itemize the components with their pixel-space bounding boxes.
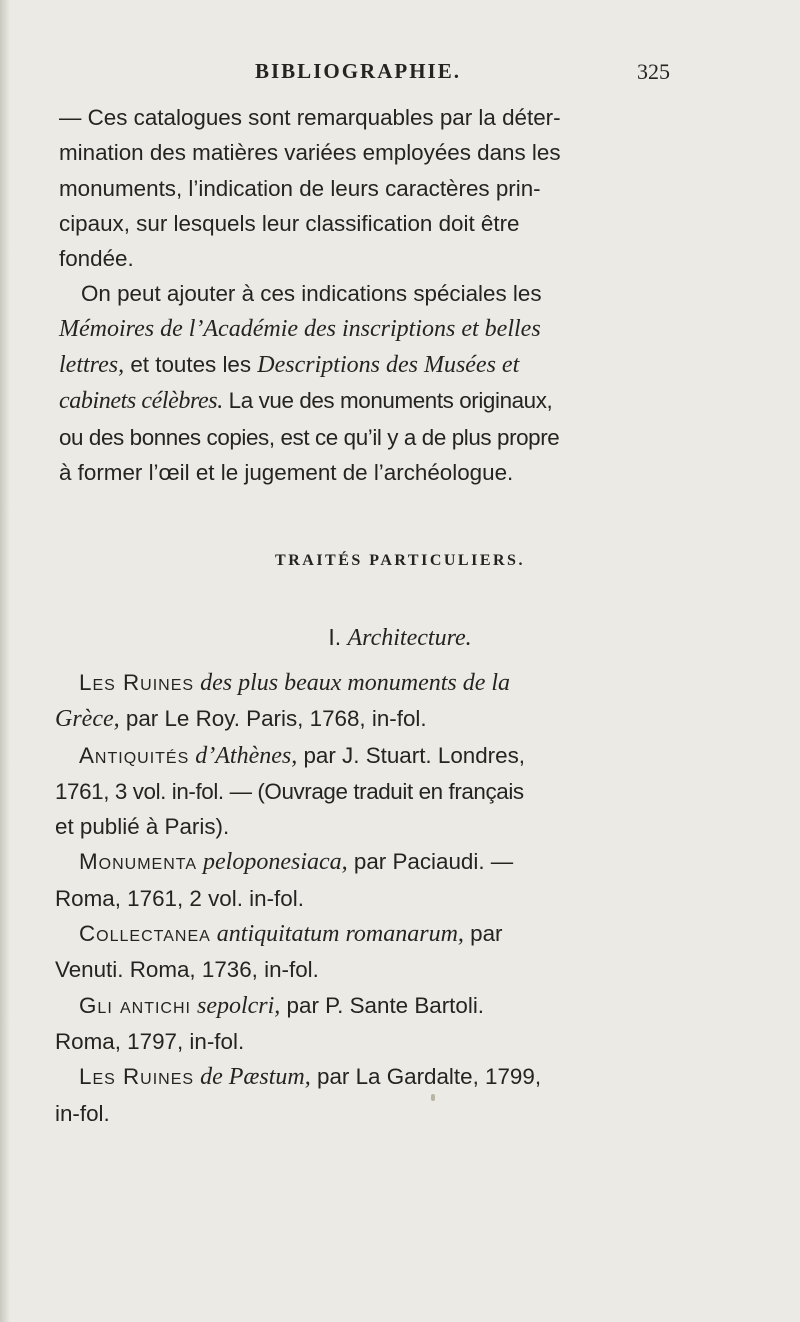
- italic-title: lettres,: [59, 352, 125, 379]
- bibliography-entry: [55, 988, 717, 1060]
- text-line: On peut ajouter à ces indications spéciales les: [81, 281, 542, 307]
- text-line: Roma, 1761, 2 vol. in-fol.: [55, 885, 304, 911]
- body-text: [55, 100, 717, 490]
- subsection-number: I.: [328, 624, 348, 650]
- entry-lead: Antiquités: [79, 742, 190, 768]
- text-line: à former l’œil et le jugement de l’archéologue.: [59, 459, 514, 485]
- bibliography-entry: [55, 844, 717, 916]
- entry-lead: Gli antichi: [79, 992, 191, 1018]
- bibliography-entry: [55, 916, 717, 988]
- text-line: Venuti. Roma, 1736, in-fol.: [55, 957, 319, 983]
- entry-title: antiquitatum romanarum,: [210, 921, 464, 948]
- text-line: [55, 1059, 717, 1095]
- paragraph-catalogues: [55, 100, 717, 276]
- italic-title: cabinets célèbres.: [59, 388, 223, 415]
- text-line: [55, 383, 717, 419]
- text-line: [55, 844, 717, 880]
- text-line: [55, 988, 717, 1024]
- bibliography-entry: [55, 1059, 717, 1131]
- italic-title: Mémoires de l’Académie des inscriptions et belles: [59, 315, 541, 342]
- text-run: La vue des monuments originaux,: [222, 388, 553, 414]
- entry-title: d’Athènes,: [189, 742, 298, 769]
- entry-lead: Les Ruines: [79, 670, 195, 695]
- entry-details: par P. Sante Bartoli.: [280, 992, 485, 1018]
- text-line: Roma, 1797, in-fol.: [55, 1028, 245, 1054]
- text-line: 1761, 3 vol. in-fol. — (Ouvrage traduit en français: [55, 778, 524, 804]
- entry-title: des plus beaux monuments de la: [194, 670, 511, 696]
- entry-lead: Monumenta: [79, 849, 198, 875]
- bibliography-list: [55, 665, 717, 1131]
- section-heading: TRAITÉS PARTICULIERS.: [275, 552, 525, 569]
- text-line: [55, 701, 717, 737]
- entry-details: par Le Roy. Paris, 1768, in-fol.: [119, 706, 427, 732]
- paragraph-indications: [55, 276, 717, 490]
- text-line: et publié à Paris).: [55, 814, 230, 840]
- text-line: mination des matières variées employées dans les: [59, 140, 561, 166]
- text-line: ou des bonnes copies, est ce qu’il y a de plus propre: [59, 424, 560, 450]
- running-title: BIBLIOGRAPHIE.: [255, 59, 461, 83]
- entry-title: Grèce,: [55, 706, 120, 733]
- page-edge-shadow: [0, 0, 10, 1322]
- text-line: [55, 665, 717, 701]
- entry-details: par: [463, 921, 503, 947]
- bibliography-entry: [55, 738, 717, 845]
- entry-title: peloponesiaca,: [197, 849, 348, 876]
- subsection-heading: [0, 624, 800, 652]
- text-line: — Ces catalogues sont remarquables par la déter-: [59, 105, 561, 130]
- text-line: monuments, l’indication de leurs caractères prin-: [59, 175, 541, 201]
- text-line: [55, 738, 717, 774]
- entry-details: par Paciaudi. —: [347, 849, 514, 875]
- entry-details: par J. Stuart. Londres,: [297, 742, 526, 768]
- paper-speck: [431, 1094, 435, 1101]
- subsection-title: Architecture.: [347, 625, 472, 651]
- text-line: in-fol.: [55, 1100, 110, 1126]
- entry-title: de Pæstum,: [194, 1064, 311, 1091]
- page-number: 325: [637, 59, 670, 84]
- text-line: cipaux, sur lesquels leur classification doit être: [59, 210, 520, 236]
- italic-title: Descriptions des Musées et: [257, 352, 520, 379]
- bibliography-entry: [55, 665, 717, 738]
- text-line: [55, 916, 717, 952]
- text-line: fondée.: [59, 246, 134, 272]
- page-header: [0, 59, 800, 89]
- text-run: et toutes les: [124, 352, 258, 378]
- text-line: [55, 347, 717, 383]
- entry-lead: Les Ruines: [79, 1064, 195, 1090]
- entry-title: sepolcri,: [190, 992, 281, 1019]
- entry-details: par La Gardalte, 1799,: [310, 1064, 542, 1090]
- entry-lead: Collectanea: [79, 921, 211, 947]
